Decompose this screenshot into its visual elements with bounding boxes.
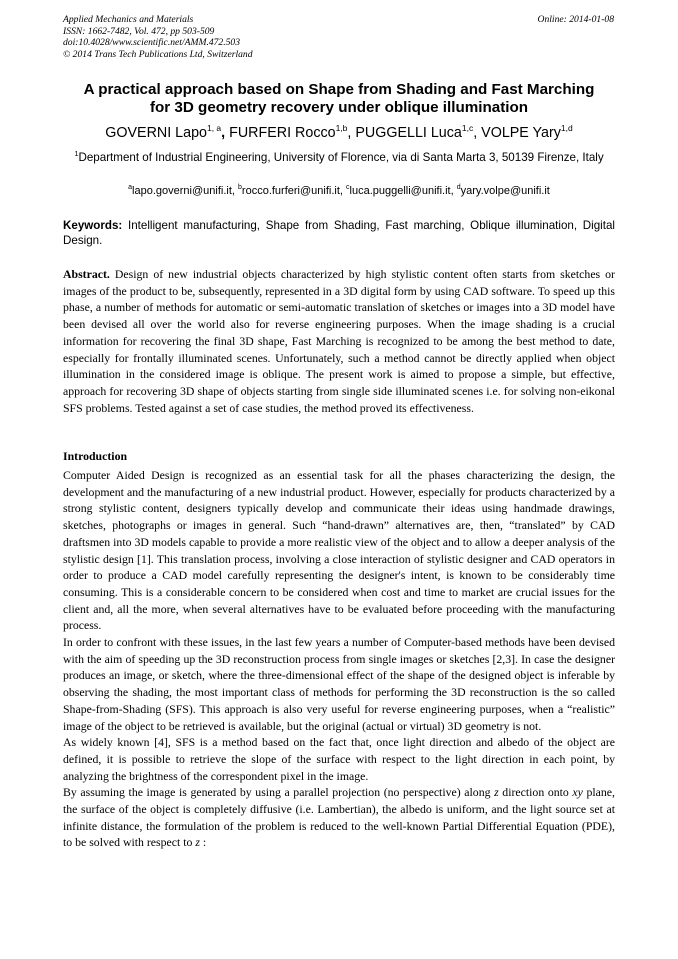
paragraph: As widely known [4], SFS is a method based on the fact that, once light direction and albedo of the object are defined, it is possible to retrieve the slope of the surface with respect to the light direction in each point, by analyzing the brightness of the correspondent pixel in the image.	[63, 735, 615, 783]
running-header	[63, 14, 253, 60]
affiliation-text: Department of Industrial Engineering, University of Florence, via di Santa Marta 3, 50139 Firenze, Italy	[78, 151, 604, 164]
email-mark: b	[238, 184, 242, 191]
author-list	[50, 124, 628, 142]
email-link[interactable]: yary.volpe@unifi.it	[460, 185, 550, 197]
paragraph-text: direction onto	[498, 785, 573, 800]
email-link[interactable]: rocco.furferi@unifi.it	[241, 185, 340, 197]
title-line-2: for 3D geometry recovery under oblique illumination	[149, 98, 529, 116]
math-symbol: z	[195, 835, 200, 850]
abstract	[63, 266, 615, 416]
journal-name: Applied Mechanics and Materials	[63, 14, 194, 25]
math-symbol: xy	[572, 785, 583, 800]
issn-line: ISSN: 1662-7482, Vol. 472, pp 503-509	[63, 25, 215, 37]
email-link[interactable]: luca.puggelli@unifi.it	[349, 185, 451, 197]
introduction-body	[63, 467, 615, 851]
title-line-1: A practical approach based on Shape from Shading and Fast Marching	[83, 81, 595, 98]
author-affil-mark: 1,d	[560, 123, 573, 133]
author-separator: ,	[473, 125, 482, 141]
abstract-text: Design of new industrial objects characterized by high stylistic content often starts from sketches or images of the product to be, subsequently, represented in a 3D digital form by using CAD software. To speed up this phase, a number of methods for automatic or semi-automatic translation of sketches or images into a 3D model have been devised all over the world also for reverse engineering purposes. When the image shading is a crucial information for recovering the final 3D shape, Fast Marching is recognized to be among the best method to date, especially for frontally illuminated scenes. Unfortunately, such a method cannot be directly applied when object illumination in the considered image is oblique. The present work is aimed to propose a simple, but effective, approach for recovering 3D shape of objects starting from single side illuminated scenes i.e. for solving non-eikonal SFS problems. Tested against a set of case studies, the method proved its effectiveness.	[63, 267, 615, 415]
paper-title	[50, 81, 628, 116]
abstract-label: Abstract.	[63, 267, 110, 281]
author-name: FURFERI Rocco	[229, 125, 336, 141]
email-mark: d	[456, 184, 461, 191]
author-separator: ,	[221, 125, 230, 141]
author-name: VOLPE Yary	[481, 125, 561, 141]
author-separator: ,	[347, 125, 356, 141]
author-name: GOVERNI Lapo	[105, 125, 207, 141]
email-link[interactable]: lapo.governi@unifi.it	[132, 185, 232, 197]
author-affil-mark: 1,c	[461, 123, 474, 133]
paragraph-text: :	[199, 835, 207, 850]
paragraph: Computer Aided Design is recognized as an essential task for all the phases characterizing the design, the development and the manufacturing of a new industrial product. However, especially for products characterized by a strong stylistic content, designers typically develop and communicate their ideas using handmade drawings, sketches, photographs or images in general. Such “hand-drawn” alternatives are, then, “translated” by CAD draftsmen into 3D models capable to provide a more realistic view of the object and to allow a deeper analysis of the stylistic design [1]. This translation process, involving a close interaction of stylistic designer and CAD operators in order to produce a CAD model carefully representing the designer's intent, is known to be considerably time consuming. This is a considerable concern to be considered when cost and time to market are crucial issues for the client and, all the more, when several alternatives have to be evaluated before proceeding with the manufacturing process.	[63, 468, 615, 633]
keywords	[63, 219, 615, 249]
online-date: Online: 2014-01-08	[537, 14, 614, 25]
paragraph	[63, 784, 615, 851]
email-list: $^a$lapo.governi@unifi.it, $^b$rocco.furferi@unifi.it, $^c$luca.puggelli@unifi.it, $^d$yary.volpe@unifi.it	[128, 184, 550, 197]
section-heading: Introduction	[63, 449, 128, 463]
keywords-text: Intelligent manufacturing, Shape from Shading, Fast marching, Oblique illumination, Digital Design.	[63, 219, 615, 247]
affiliation-mark: 1	[74, 149, 79, 158]
keywords-label: Keywords:	[63, 219, 123, 232]
doi-line: doi:10.4028/www.scientific.net/AMM.472.503	[63, 37, 241, 49]
email-mark: c	[346, 184, 350, 191]
math-symbol: z	[494, 785, 499, 800]
copyright-line: © 2014 Trans Tech Publications Ltd, Switzerland	[63, 48, 253, 60]
paragraph-text: plane, the surface of the object is completely diffusive (i.e. Lambertian), the albedo is uniform, and the light source set at infinite distance, the formulation of the problem is reduced to the well-known Partial Differential Equation (PDE), to be solved with respect to	[63, 785, 615, 850]
affiliation	[63, 150, 615, 165]
author-affil-mark: 1, a	[206, 123, 222, 133]
paragraph: In order to confront with these issues, in the last few years a number of Computer-based methods have been devised with the aim of speeding up the 3D reconstruction process from single images or sketches [2,3]. In case the designer produces an image, or sketch, where the three-dimensional effect of the shape of the designed object is inferable by observing the shading, the most important class of methods for performing the 3D reconstruction is the so called Shape-from-Shading (SFS). This approach is also very useful for reverse engineering purposes, when a “realistic” image of the object to be retrieved is available, but the original (actual or virtual) 3D geometry is not.	[63, 635, 615, 733]
paragraph-text: By assuming the image is generated by using a parallel projection (no perspective) along	[63, 785, 495, 800]
author-affil-mark: 1,b	[335, 123, 348, 133]
email-mark: a	[128, 184, 133, 191]
author-name: PUGGELLI Luca	[355, 125, 462, 141]
